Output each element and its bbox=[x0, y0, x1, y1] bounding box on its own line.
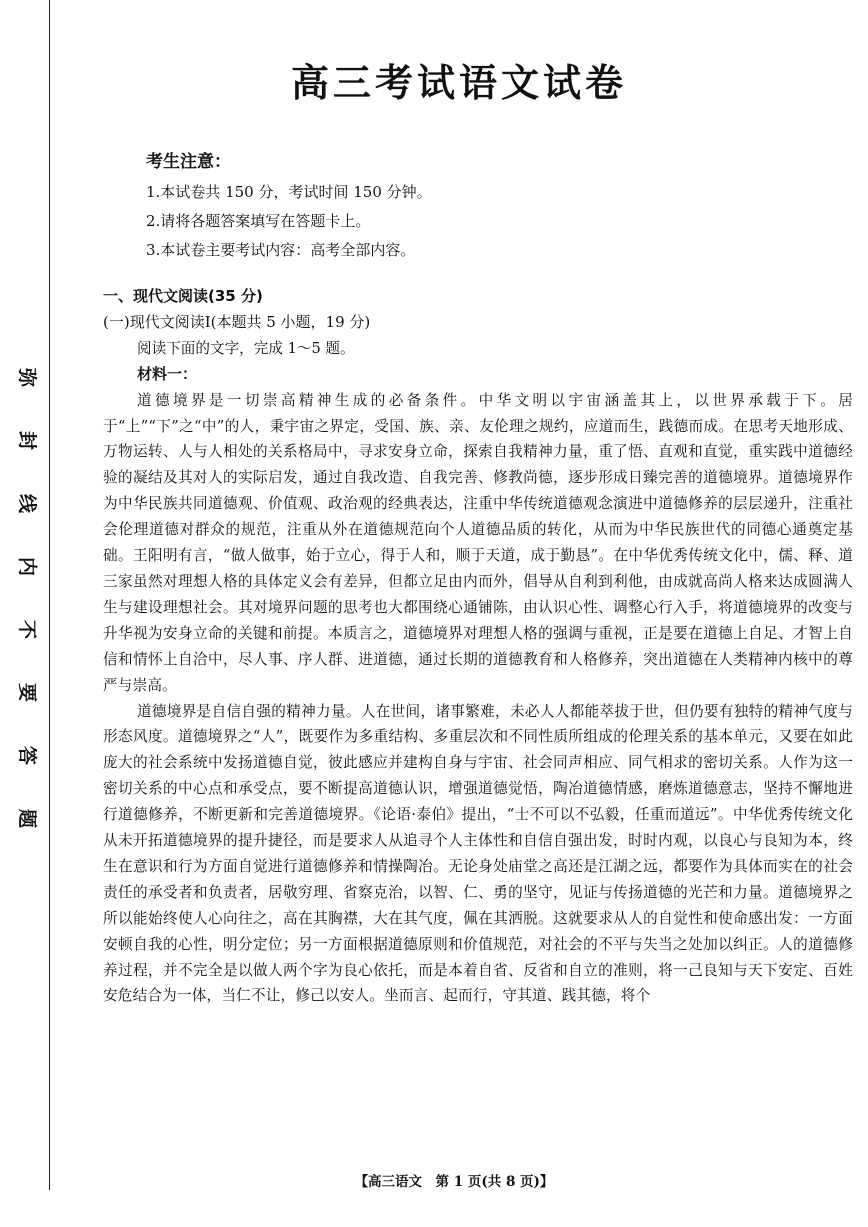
margin-char: 题 bbox=[16, 808, 39, 829]
notice-item: 3.本试卷主要考试内容：高考全部内容。 bbox=[146, 241, 416, 259]
margin-seal-note bbox=[14, 368, 40, 828]
subsection-heading: (一)现代文阅读Ⅰ(本题共 5 小题，19 分) bbox=[103, 312, 371, 331]
binding-margin-line bbox=[49, 0, 50, 1190]
candidate-notice bbox=[146, 148, 432, 265]
margin-char: 要 bbox=[16, 682, 39, 703]
notice-item: 1.本试卷共 150 分，考试时间 150 分钟。 bbox=[146, 183, 432, 201]
margin-char: 不 bbox=[16, 619, 39, 640]
passage-paragraph: 道德境界是一切崇高精神生成的必备条件。中华文明以宇宙涵盖其上，以世界承载于下。居于“上”“下”之“中”的人，秉宇宙之界定，受国、族、亲、友伦理之规约，应道而生，践德而成。在思考天地形成、万物运转、人与人相处的关系格局中，寻求安身立命，探索自我精神力量，重了悟、直观和直觉，重实践中道德经验的凝结及其对人的实际启发，通过自我改造、自我完善、修教尚德，逐步形成日臻完善的道德境界。道德境界作为中华民族共同道德观、价值观、政治观的经典表达，注重中华传统道德观念演进中道德修养的层层递升，注重社会伦理道德对群众的规范，注重从外在道德规范向个人道德品质的转化，从而为中华民族世代的同德心通奠定基础。王阳明有言，“做人做事，始于立心，得于人和，顺于天道，成于勤恳”。在中华优秀传统文化中，儒、释、道三家虽然对理想人格的具体定义会有差异，但都立足由内而外，倡导从自利到利他，由成就高尚人格来达成圆满人生与建设理想社会。其对境界问题的思考也大都围绕心通铺陈，由认识心性、调整心行入手，将道德境界的改变与升华视为安身立命的关键和前提。本质言之，道德境界对理想人格的强调与重视，正是要在道德上自足、才智上自信和情怀上自洽中，尽人事、序人群、进道德，通过长期的道德教育和人格修养，突出道德在人类精神内核中的尊严与崇高。 bbox=[103, 391, 853, 694]
passage-paragraph: 道德境界是自信自强的精神力量。人在世间，诸事繁难，未必人人都能萃拔于世，但仍要有独特的精神气度与形态风度。道德境界之“人”，既要作为多重结构、多重层次和不同性质所组成的伦理关系的基本单元，又要在如此庞大的社会系统中发扬道德自觉，彼此感应并建构自身与宇宙、社会同声相应、同气相求的密切关系。人作为这一密切关系的中心点和承受点，要不断提高道德认识，增强道德觉悟，陶冶道德情感，磨炼道德意志，坚持不懈地进行道德修养，不断更新和完善道德境界。《论语·泰伯》提出，“士不可以不弘毅，任重而道远”。中华优秀传统文化从未开拓道德境界的提升捷径，而是要求人从追寻个人主体性和自信自强出发，时时内观，以良心与良知为本，终生在意识和行为方面自觉进行道德修养和情操陶冶。无论身处庙堂之高还是江湖之远，都要作为具体而实在的社会责任的承受者和负责者，居敬穷理、省察克治，以智、仁、勇的坚守，见证与传扬道德的光芒和力量。道德境界之所以能始终使人心向往之，高在其胸襟，大在其气度，佩在其洒脱。这就要求从人的自觉性和使命感出发：一方面安顿自我的心性，明分定位；另一方面根据道德原则和价值规范，对社会的不平与失当之处加以纠正。人的道德修养过程，并不完全是以做人两个字为良心依托，而是本着自省、反省和自立的准则，将一己良知与天下安定、百姓安危结合为一体，当仁不让，修己以安人。坐而言、起而行，守其道、践其德，将个 bbox=[103, 702, 853, 1005]
margin-char: 封 bbox=[16, 430, 39, 451]
margin-char: 内 bbox=[16, 556, 39, 577]
instruction-text: 阅读下面的文字，完成 1～5 题。 bbox=[137, 339, 355, 357]
exam-title: 高三考试语文试卷 bbox=[290, 61, 627, 105]
notice-heading: 考生注意： bbox=[146, 152, 231, 172]
section-heading: 一、现代文阅读(35 分) bbox=[103, 287, 263, 305]
notice-item: 2.请将各题答案填写在答题卡上。 bbox=[146, 212, 371, 230]
margin-char: 弥 bbox=[16, 367, 39, 388]
margin-char: 线 bbox=[16, 493, 39, 514]
margin-char: 答 bbox=[16, 745, 39, 766]
material-label: 材料一： bbox=[137, 364, 198, 383]
reading-section bbox=[103, 284, 853, 1009]
page-footer: 【高三语文 第 1 页(共 8 页)】 bbox=[354, 1174, 554, 1190]
